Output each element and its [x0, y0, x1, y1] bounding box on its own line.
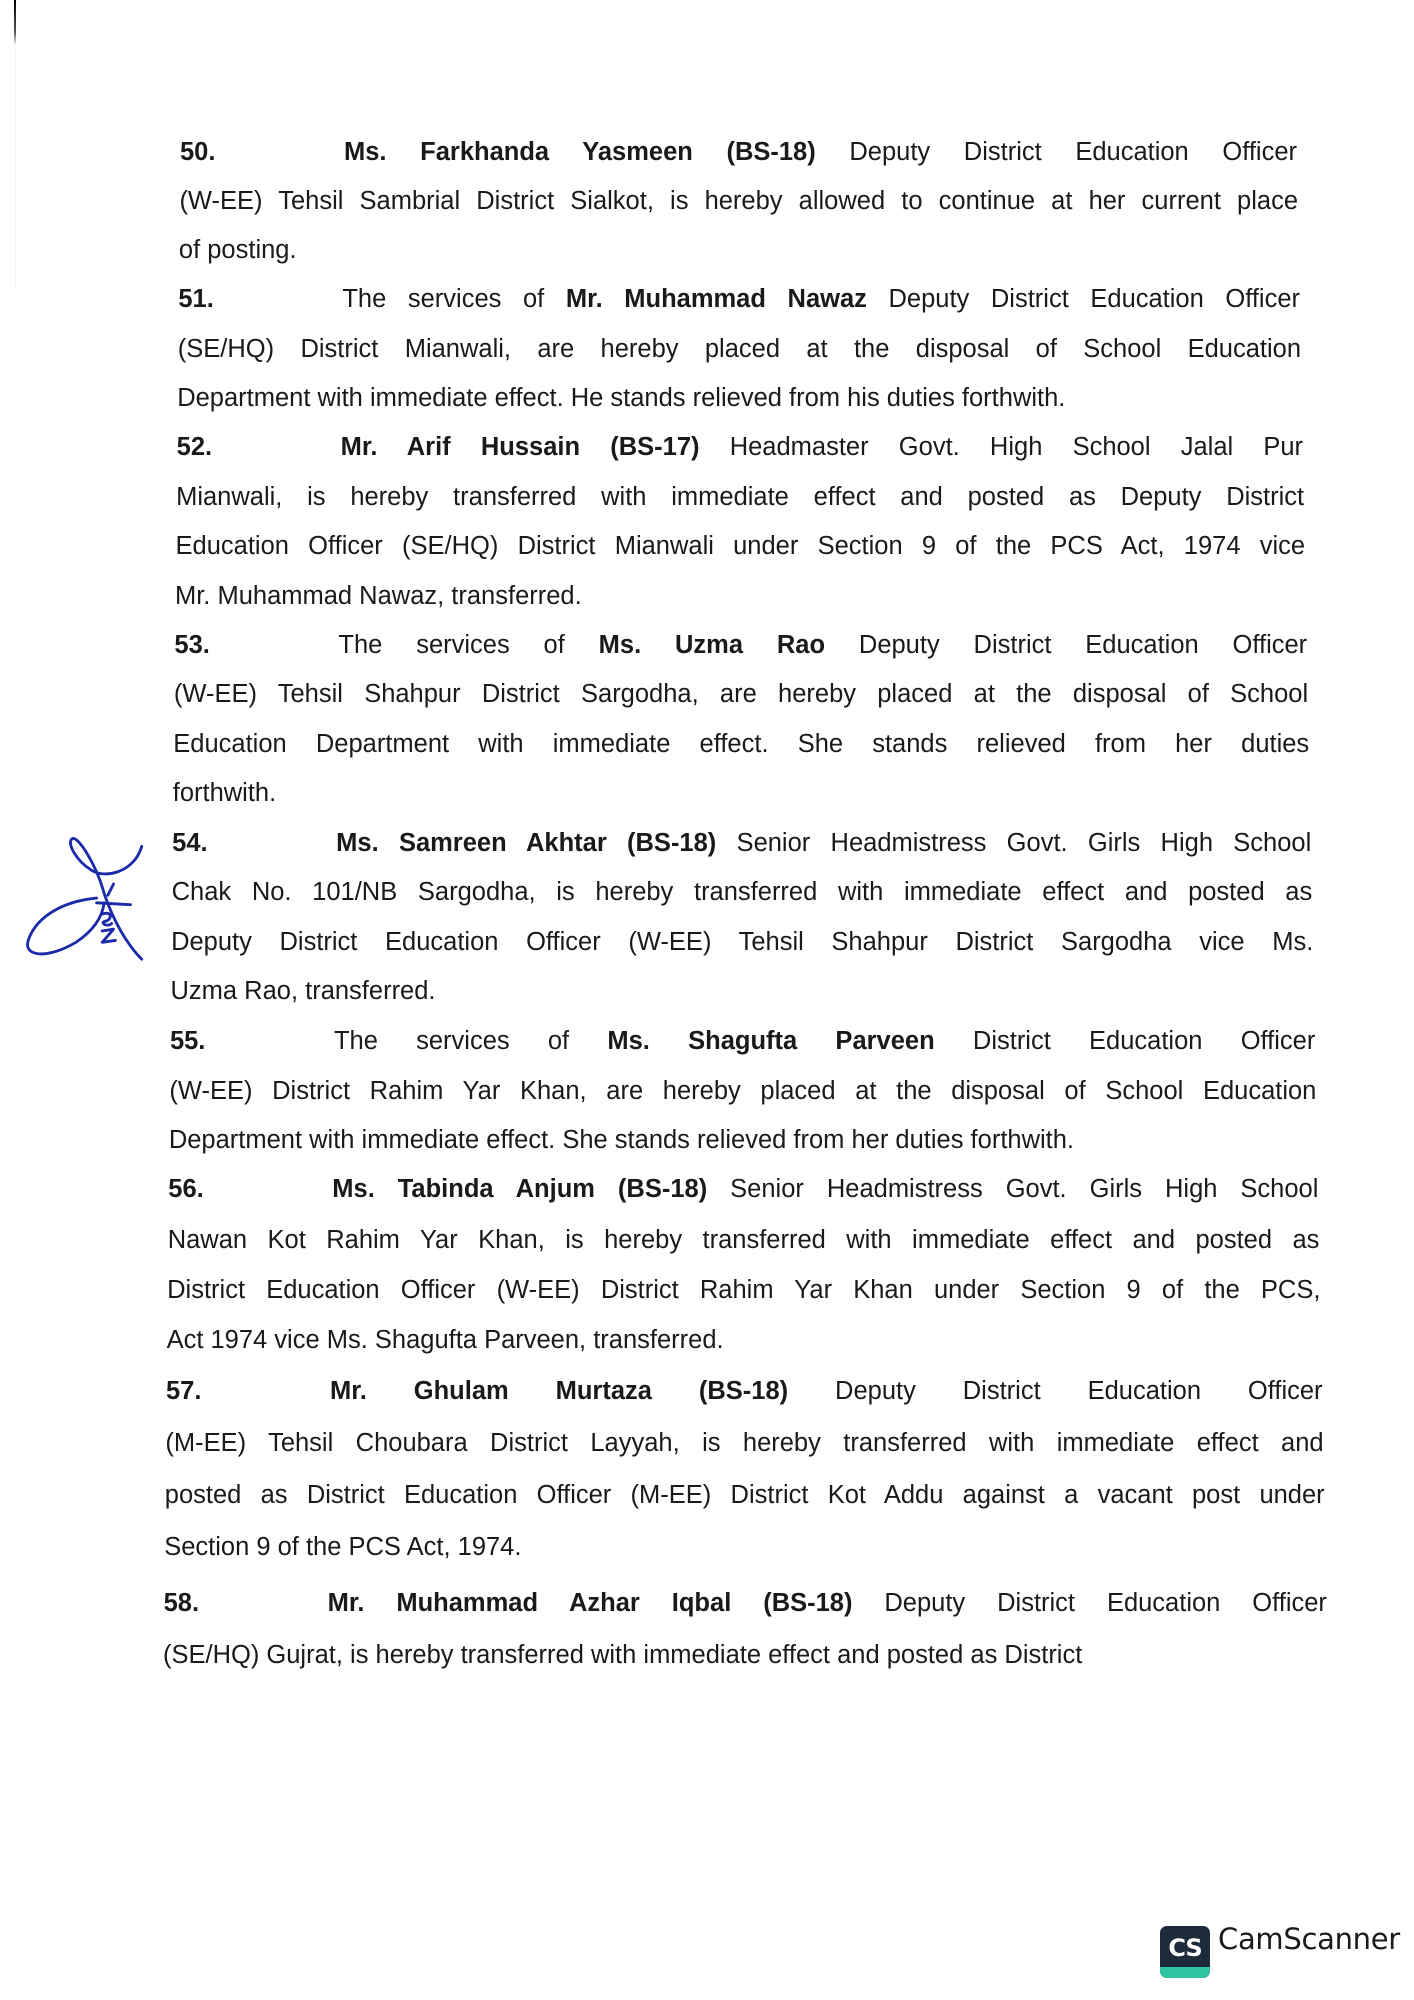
paragraph-first-line: [338, 630, 1307, 660]
paragraph-first-line: [342, 284, 1300, 314]
body-text: (SE/HQ) District Mianwali, are hereby placed at the disposal of School Education: [177, 335, 1302, 363]
paragraph-line: [176, 482, 1304, 512]
camscanner-logo-letters: CS: [1168, 1934, 1202, 1962]
bold-name-text: Ms. Uzma Rao: [598, 631, 826, 659]
paragraph-line: [171, 976, 1315, 1006]
paragraph-first-line: [334, 1026, 1315, 1056]
paragraph-line: [164, 1532, 1326, 1562]
paragraph-number: 50.: [180, 138, 216, 166]
body-text: Deputy District Education Officer (W-EE) Tehsil Shahpur District Sargodha vice Ms.: [171, 928, 1314, 956]
paragraph-line: [165, 1428, 1323, 1458]
body-text: Mr. Muhammad Nawaz, transferred.: [174, 582, 582, 610]
paragraph-line: [171, 927, 1313, 957]
body-text: Nawan Kot Rahim Yar Khan, is hereby transferred with immediate effect and posted as: [167, 1226, 1320, 1254]
paragraph-number: 52.: [176, 433, 213, 461]
paragraph-line: [169, 1076, 1316, 1106]
body-text: (W-EE) District Rahim Yar Khan, are hereby placed at the disposal of School Education: [169, 1077, 1317, 1105]
paragraph-line: [173, 729, 1309, 759]
paragraph-line: [168, 1225, 1320, 1255]
body-text: The services of: [333, 1027, 608, 1055]
bold-name-text: Ms. Farkhanda Yasmeen (BS-18): [344, 138, 816, 166]
paragraph-number: 53.: [174, 631, 210, 659]
paragraph-first-line: [328, 1588, 1327, 1618]
paragraph-line: [179, 186, 1298, 216]
bold-name-text: Mr. Muhammad Azhar Iqbal (BS-18): [327, 1589, 853, 1617]
paragraph-line: [177, 383, 1302, 413]
body-text: Deputy District Education Officer: [788, 1377, 1323, 1405]
paragraph-first-line: [332, 1174, 1318, 1204]
body-text: Section 9 of the PCS Act, 1974.: [164, 1533, 522, 1561]
paragraph-line: [174, 679, 1308, 709]
paragraph-line: [165, 1480, 1325, 1510]
paragraph-first-line: [341, 432, 1303, 462]
paragraph-line: [167, 1325, 1322, 1355]
body-text: The services of: [342, 285, 566, 313]
paragraph-number: 56.: [168, 1175, 204, 1203]
paragraph-line: [179, 235, 1299, 265]
body-text: Headmaster Govt. High School Jalal Pur: [699, 433, 1304, 461]
bold-name-text: Ms. Shagufta Parveen: [607, 1027, 935, 1055]
paragraph-line: [169, 1125, 1318, 1155]
paragraph-first-line: [336, 828, 1311, 858]
paragraph-number: 58.: [163, 1589, 200, 1617]
camscanner-logo-band: [1160, 1967, 1210, 1978]
body-text: Deputy District Education Officer: [815, 138, 1297, 166]
bold-name-text: Ms. Tabinda Anjum (BS-18): [332, 1175, 708, 1203]
body-text: Deputy District Education Officer: [825, 631, 1308, 659]
paragraph-number: 51.: [178, 285, 214, 313]
body-text: (W-EE) Tehsil Shahpur District Sargodha, are hereby placed at the disposal of School: [173, 680, 1309, 708]
body-text: Act 1974 vice Ms. Shagufta Parveen, transferred.: [166, 1326, 724, 1354]
camscanner-logo-icon: [1160, 1926, 1210, 1978]
body-text: Department with immediate effect. He stands relieved from his duties forthwith.: [177, 384, 1066, 412]
paragraph-line: [178, 334, 1301, 364]
paragraph-line: [173, 778, 1310, 808]
paragraph-number: 54.: [172, 829, 208, 857]
body-text: of posting.: [178, 236, 297, 264]
body-text: Chak No. 101/NB Sargodha, is hereby transferred with immediate effect and posted as: [171, 878, 1313, 906]
paragraph-first-line: [330, 1376, 1323, 1406]
bold-name-text: Mr. Arif Hussain (BS-17): [340, 433, 700, 461]
bold-name-text: Mr. Ghulam Murtaza (BS-18): [329, 1377, 789, 1405]
body-text: Deputy District Education Officer: [852, 1589, 1327, 1617]
body-text: The services of: [338, 631, 599, 659]
body-text: District Education Officer: [934, 1027, 1316, 1055]
handwritten-signature: [10, 825, 170, 990]
body-text: Mianwali, is hereby transferred with immediate effect and posted as Deputy District: [176, 483, 1305, 511]
paragraph-number: 57.: [165, 1377, 202, 1405]
scan-edge-shadow: [15, 46, 16, 286]
body-text: District Education Officer (W-EE) District Rahim Yar Khan under Section 9 of the PCS,: [167, 1276, 1321, 1304]
paragraph-number: 55.: [169, 1027, 206, 1055]
bold-name-text: Mr. Muhammad Nawaz: [565, 285, 867, 313]
body-text: posted as District Education Officer (M-EE) District Kot Addu against a vacant post under: [164, 1481, 1325, 1509]
scan-edge-artifact: [14, 0, 16, 46]
body-text: Deputy District Education Officer: [866, 285, 1301, 313]
paragraph-line: [175, 581, 1306, 611]
body-text: Senior Headmistress Govt. Girls High School: [716, 829, 1312, 857]
paragraph-line: [163, 1640, 1328, 1670]
bold-name-text: Ms. Samreen Akhtar (BS-18): [336, 829, 717, 857]
body-text: Education Department with immediate effect. She stands relieved from her duties: [173, 730, 1310, 758]
body-text: forthwith.: [172, 779, 277, 807]
paragraph-line: [172, 877, 1313, 907]
camscanner-watermark-text: CamScanner: [1218, 1922, 1400, 1956]
paragraph-line: [176, 531, 1306, 561]
paragraph-first-line: [344, 137, 1297, 167]
body-text: Education Officer (SE/HQ) District Mianwali under Section 9 of the PCS Act, 1974 vice: [175, 532, 1306, 560]
body-text: (M-EE) Tehsil Choubara District Layyah, is hereby transferred with immediate effect and: [165, 1429, 1324, 1457]
body-text: (SE/HQ) Gujrat, is hereby transferred with immediate effect and posted as District: [163, 1641, 1083, 1669]
body-text: Uzma Rao, transferred.: [170, 977, 436, 1005]
body-text: Senior Headmistress Govt. Girls High School: [707, 1175, 1319, 1203]
paragraph-line: [167, 1275, 1320, 1305]
body-text: (W-EE) Tehsil Sambrial District Sialkot, is hereby allowed to continue at her current place: [179, 187, 1298, 215]
body-text: Department with immediate effect. She stands relieved from her duties forthwith.: [168, 1126, 1075, 1154]
